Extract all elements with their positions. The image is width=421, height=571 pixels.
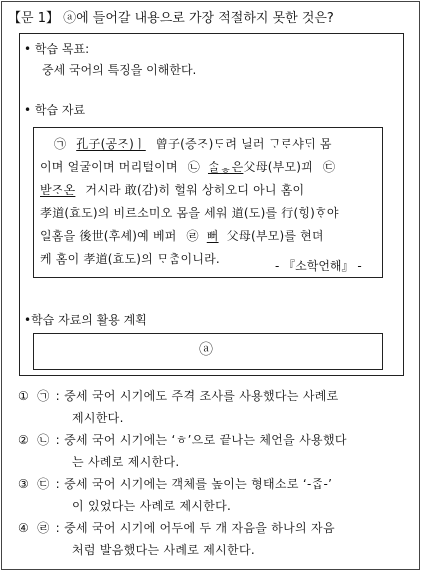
passage-line-5: [40, 227, 324, 244]
option-3[interactable]: [18, 475, 332, 492]
passage-line-4: [40, 204, 339, 221]
passage-line-2: [40, 158, 335, 175]
underlined-kongja: 孔子(공ᄌᆞ)ㅣ: [76, 137, 146, 151]
plan-title: •학습 자료의 활용 계획: [24, 313, 147, 327]
passage-text: 孝道(효도)의 비르소미오 몸을 세워 道(도)를 行(힝)ᄒᆞ야: [40, 206, 339, 220]
passage-line-3: [40, 181, 304, 198]
passage-text: 父母(부모)끠: [243, 160, 313, 174]
underlined-batjoon: 받ᄌᆞ온: [40, 183, 76, 197]
mark-c: ㉢: [322, 160, 336, 174]
mark-d: ㉣: [186, 229, 199, 243]
option-number: ④: [18, 521, 30, 535]
option-mark: ㉠: [37, 389, 50, 403]
underlined-bbeo: 뻐: [206, 229, 219, 243]
passage-line-6: [40, 250, 220, 267]
option-4[interactable]: [18, 519, 335, 536]
option-2-cont: 는 사례로 제시한다.: [72, 455, 180, 469]
option-mark: ㉢: [37, 477, 50, 491]
passage-text: 이며 얼굴이며 머리털이며: [40, 160, 178, 174]
option-number: ②: [18, 433, 30, 447]
option-mark: ㉡: [37, 433, 50, 447]
option-number: ①: [18, 389, 30, 403]
passage-text: 曾子(증ᄌᆞ)ᄃᆞ려 닐러 ᄀᆞᄅᆞ샤ᄃᆡ 몸: [155, 137, 332, 151]
option-2[interactable]: [18, 431, 347, 448]
option-1[interactable]: [18, 387, 339, 404]
passage-text: 케 홈이 孝道(효도)의 ᄆᆞᄎᆞᆷ이니라.: [40, 252, 220, 266]
option-text: : 중세 국어 시기에도 주격 조사를 사용했다는 사례로: [55, 389, 339, 403]
option-4-cont: 처럼 발음했다는 사례로 제시한다.: [72, 543, 255, 557]
mark-b: ㉡: [187, 160, 200, 174]
option-text: : 중세 국어 시기에는 ‘ㅎ’으로 끝나는 체언을 사용했다: [55, 433, 347, 447]
goal-title: • 학습 목표:: [24, 42, 90, 56]
option-3-cont: 이 있었다는 사례로 제시한다.: [72, 499, 232, 513]
question-text: 【문 1】 ⓐ에 들어갈 내용으로 가장 적절하지 못한 것은?: [8, 11, 334, 26]
material-title: • 학습 자료: [24, 103, 86, 117]
passage-line-1: [54, 135, 332, 152]
option-1-cont: 제시한다.: [72, 411, 124, 425]
passage-text: 거시라 敢(감)히 헐워 상히오디 아니 홈이: [85, 183, 305, 197]
underlined-sal: ᄉᆞᆯᇂ은: [207, 160, 244, 174]
option-number: ③: [18, 477, 30, 491]
mark-a: ㉠: [54, 137, 67, 151]
passage-text: 일홈을 後世(후셰)예 베퍼: [40, 229, 177, 243]
option-mark: ㉣: [37, 521, 50, 535]
passage-text: 父母(부모)를 현뎌: [226, 229, 324, 243]
passage-source: - 『소학언해』 -: [275, 259, 362, 273]
goal-text: 중세 국어의 특징을 이해한다.: [42, 63, 197, 77]
option-text: : 중세 국어 시기에는 객체를 높이는 형태소로 ‘-ᄌᆞᆸ-’: [55, 477, 333, 491]
option-text: : 중세 국어 시기에 어두에 두 개 자음을 하나의 자음: [55, 521, 335, 535]
blank-a-marker: ⓐ: [199, 342, 213, 358]
